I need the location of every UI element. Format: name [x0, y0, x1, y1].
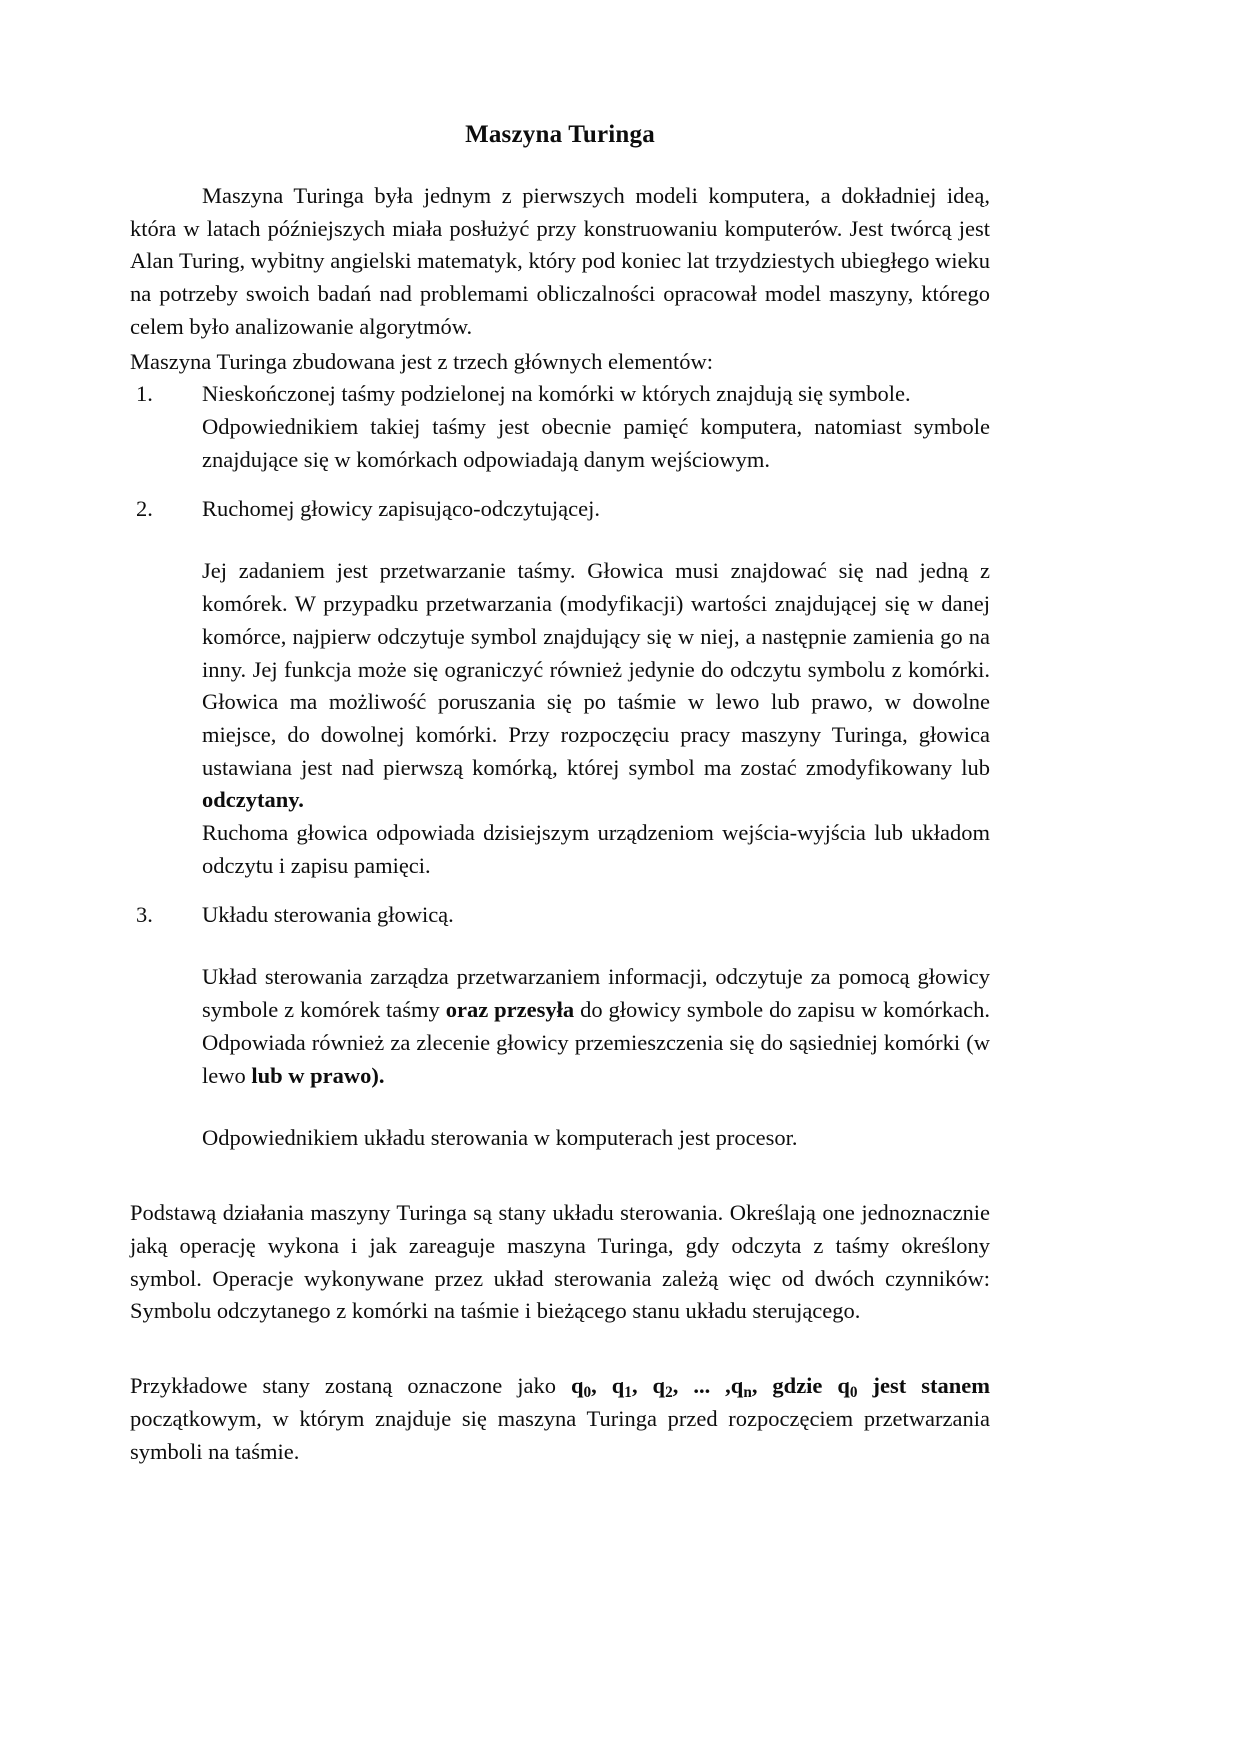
- list-item-marker: 2.: [136, 495, 153, 521]
- list-item-body: [202, 555, 990, 817]
- list-item-body: [202, 961, 990, 1092]
- final-paragraph-tail-text: początkowym, w którym znajduje się maszyna Turinga przed rozpoczęciem przetwarzania symboli na taśmie.: [130, 1405, 990, 1464]
- list-item: [130, 899, 990, 1155]
- list-item-marker: 3.: [136, 901, 153, 927]
- list-item-body-text: Jej zadaniem jest przetwarzanie taśmy. Głowica musi znajdować się nad jedną z komórek. W przypadku przetwarzania (modyfikacji) wartości znajdującej się w danej komórce, najpierw odczytuje symbol znajdujący się w niej, a następnie zamienia go na inny. Jej funkcja może się ograniczyć również jedynie do odczytu symbolu z komórki. Głowica ma możliwość poruszania się po taśmie w lewo lub prawo, w dowolne miejsce, do dowolnej komórki. Przy rozpoczęciu pracy maszyny Turinga, głowica ustawiana jest nad pierwszą komórką, której symbol ma zostać zmodyfikowany lub: [202, 558, 990, 780]
- state-q0-repeat: $q_0$: [837, 1373, 858, 1402]
- state-q0: $q_0$: [570, 1373, 592, 1402]
- list-item: [130, 378, 990, 476]
- list-item-heading: Nieskończonej taśmy podzielonej na komórki w których znajdują się symbole.: [202, 381, 911, 407]
- state-q2: $q_2$: [652, 1373, 673, 1402]
- bold-run: oraz przesyła: [445, 997, 575, 1023]
- state-symbols: $q_0$, $q_1$, $q_2$, ... $,q_n$, gdzie $q_0$ jest stanem: [570, 1373, 990, 1402]
- list-item-body: Odpowiednikiem takiej taśmy jest obecnie pamięć komputera, natomiast symbole znajdujące się w komórkach odpowiadają danym wejściowym.: [202, 414, 990, 472]
- list-item-heading: Układu sterowania głowicą.: [202, 901, 454, 927]
- intro-second-line: Maszyna Turinga zbudowana jest z trzech głównych elementów:: [130, 348, 713, 374]
- subscript: 2: [665, 1384, 673, 1402]
- subscript: 0: [583, 1384, 592, 1402]
- list-item-body-secondary: Ruchoma głowica odpowiada dzisiejszym urządzeniom wejścia-wyjścia lub układom odczytu i zapisu pamięci.: [202, 820, 990, 878]
- bold-run: odczytany.: [202, 787, 304, 813]
- list-item-extra-paragraph: Odpowiednikiem układu sterowania w komputerach jest procesor.: [202, 1125, 798, 1151]
- elements-list: [130, 378, 990, 1155]
- final-paragraph-intro: Przykładowe stany zostaną oznaczone jako: [130, 1373, 571, 1399]
- list-item: [130, 493, 990, 883]
- list-item-body-text: Układ sterowania zarządza przetwarzaniem informacji, odczytuje za pomocą głowicy symbole z komórek taśmy: [202, 964, 990, 1023]
- subscript: n: [743, 1384, 752, 1402]
- subscript: 0: [849, 1384, 858, 1402]
- page-title: Maszyna Turinga: [465, 121, 655, 148]
- document-content: [130, 120, 990, 1468]
- list-item-heading: Ruchomej głowicy zapisująco-odczytującej.: [202, 495, 600, 521]
- intro-paragraph: Maszyna Turinga była jednym z pierwszych modeli komputera, a dokładniej ideą, która w latach późniejszych miała posłużyć przy konstruowaniu komputerów. Jest twórcą jest Alan Turing, wybitny angielski matematyk, który pod koniec lat trzydziestych ubiegłego wieku na potrzeby swoich badań nad problemami obliczalności opracował model maszyny, którego celem było analizowanie algorytmów.: [130, 183, 990, 339]
- final-paragraph: [130, 1370, 990, 1468]
- bold-run: lub w prawo).: [251, 1062, 385, 1088]
- list-item-body-text-cont: do głowicy symbole do zapisu w komórkach. Odpowiada również za zlecenie głowicy przemieszczenia się do sąsiedniej komórki (w lewo: [202, 997, 990, 1088]
- state-q1: $q_1$: [611, 1373, 632, 1402]
- state-qn: $q_n$: [730, 1373, 752, 1402]
- closing-paragraph: Podstawą działania maszyny Turinga są stany układu sterowania. Określają one jednoznacznie jaką operację wykona i jak zareaguje maszyna Turinga, gdy odczyta z taśmy określony symbol. Operacje wykonywane przez układ sterowania zależą więc od dwóch czynników: Symbolu odczytanego z komórki na taśmie i bieżącego stanu układu sterującego.: [130, 1200, 990, 1324]
- list-item-marker: 1.: [136, 381, 153, 407]
- subscript: 1: [624, 1384, 632, 1402]
